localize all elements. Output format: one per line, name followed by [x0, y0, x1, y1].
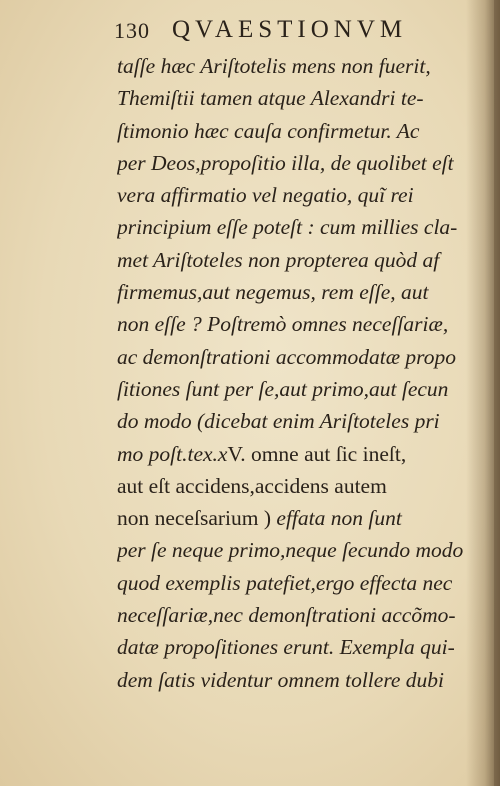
text-line: non eſſe ? Poſtremò omnes neceſſariæ,	[117, 312, 449, 337]
text-line: per ſe neque primo,neque ſecundo modo	[117, 538, 464, 563]
text-line: per Deos,propoſitio illa, de quolibet eſt	[117, 150, 454, 175]
text-line: firmemus,aut negemus, rem eſſe, aut	[117, 280, 429, 305]
text-line: vera affirmatio vel negatio, quĩ rei	[117, 183, 414, 208]
text-line: met Ariſtoteles non propterea quòd af	[117, 247, 440, 272]
text-span-italic: mo poſt.tex.x	[117, 441, 228, 466]
text-line: quod exemplis patefiet,ergo effecta nec	[117, 570, 453, 595]
text-line: datæ propoſitiones erunt. Exempla qui-	[117, 635, 455, 660]
running-title: QVAESTIONVM	[172, 16, 408, 43]
text-line: Themiſtii tamen atque Alexandri te-	[117, 86, 424, 111]
text-line: aut eſt accidens,accidens autem	[117, 473, 387, 498]
page-edge	[494, 0, 500, 786]
text-line: principium eſſe poteſt : cum millies cla-	[117, 215, 458, 240]
text-span-italic: effata non ſunt	[271, 506, 402, 531]
text-line: do modo (dicebat enim Ariſtoteles pri	[117, 409, 440, 434]
text-span-roman: V. omne aut ſic ineſt,	[227, 441, 407, 466]
page-number: 130	[114, 18, 150, 43]
text-line: taſſe hæc Ariſtotelis mens non fuerit,	[117, 54, 431, 78]
text-line: neceſſariæ,nec demonſtrationi accõmo-	[117, 603, 456, 628]
text-line	[117, 502, 481, 534]
text-line	[117, 438, 481, 470]
text-span-roman: non neceſsarium )	[117, 506, 272, 531]
body-text	[117, 50, 481, 696]
running-head	[108, 14, 468, 44]
text-line: ſtimonio hæc cauſa confirmetur. Ac	[117, 118, 420, 143]
text-line: dem ſatis videntur omnem tollere dubi	[117, 667, 445, 692]
text-line: ſitiones ſunt per ſe,aut primo,aut ſecun	[117, 376, 449, 401]
text-line: ac demonſtrationi accommodatæ propo	[117, 344, 456, 369]
